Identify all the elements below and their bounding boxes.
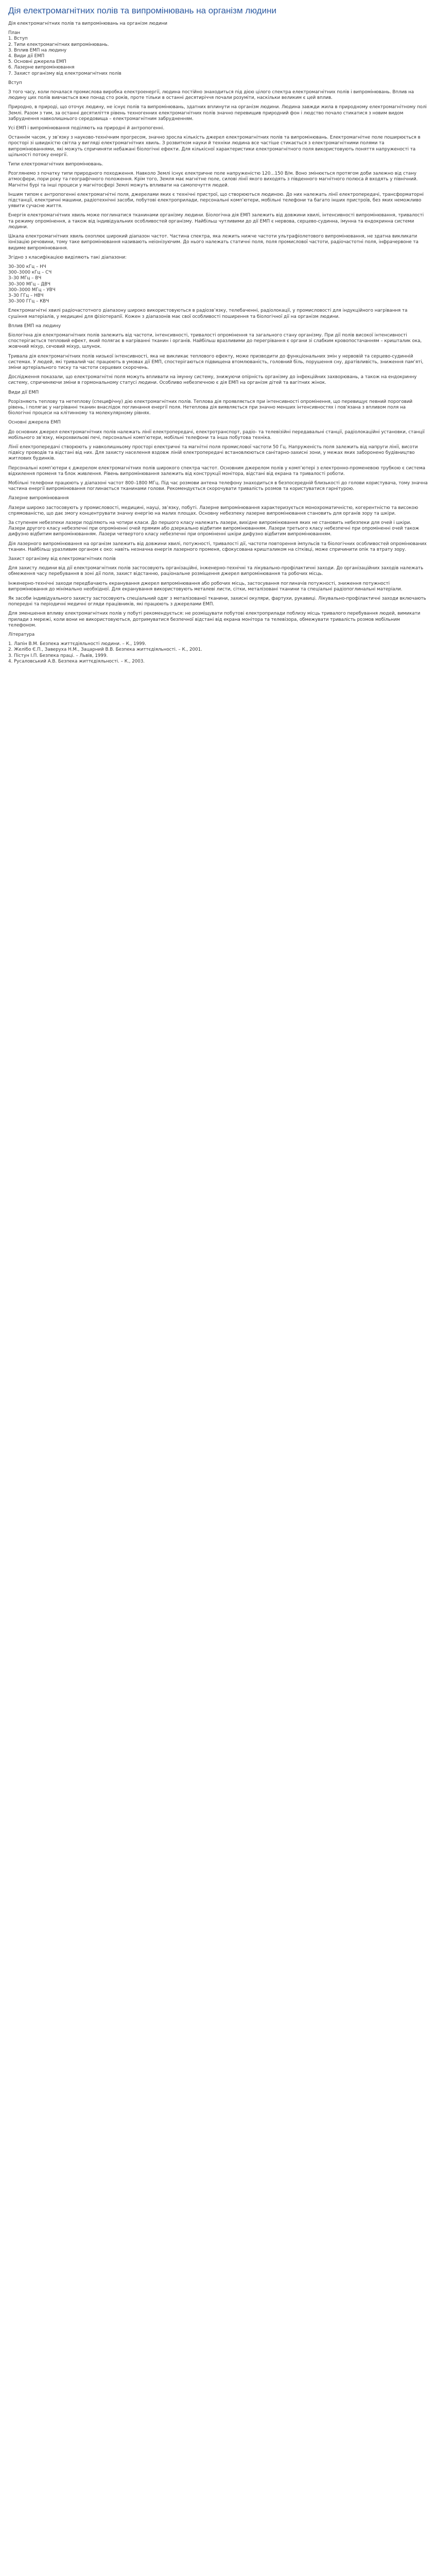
paragraph: Для захисту людини від дії електромагнітних полів застосовують організаційні, інженерно-технічні та лікувально-профілактичні заходи. До організаційних заходів належать обмеження часу перебування в зоні дії поля, захист відстанню, раціональне розміщення джерел випромінювання та робочих місць. xyxy=(8,566,424,577)
paragraph: Дія лазерного випромінювання на організм залежить від довжини хвилі, потужності, тривалості дії, частоти повторення імпульсів та біологічних особливостей опромінюваних тканин. Найбільш уразливим органом є око: навіть незначна енергія лазерного променя, сфокусована кришталиком на сітківці, може спричинити опік та втрату зору. xyxy=(8,541,427,552)
paragraph: Інженерно-технічні заходи передбачають екранування джерел випромінювання або робочих місць, застосування поглиначів потужності, зниження потужності випромінювання до мінімально необхідної. Для екранування використовують металеві листи, сітки, металізовані тканини та спеціальні радіопоглинальні матеріали. xyxy=(8,581,403,592)
paragraph: Тривала дія електромагнітних полів низької інтенсивності, яка не викликає теплового ефекту, може призводити до функціональних змін у нервовій та серцево-судинній системах. У людей, які тривалий час працюють в умовах дії ЕМП, спостерігаються підвищена втомлюваність, головний біль, порушення сну, дратівливість, зниження пам’яті, зміни артеріального тиску та частоти серцевих скорочень. xyxy=(8,353,424,370)
paragraph: Персональні комп’ютери є джерелом електромагнітних полів широкого спектра частот. Основним джерелом полів у комп’ютері з електронно-променевою трубкою є система відхилення променя та блок живлення. Рівень випромінювання залежить від конструкції монітора, відстані від екрана та тривалості роботи. xyxy=(8,465,426,477)
section-heading: Захист організму від електромагнітних полів xyxy=(8,556,116,562)
article xyxy=(0,0,436,673)
paragraph: Лазери широко застосовують у промисловості, медицині, науці, зв’язку, побуті. Лазерне випромінювання характеризується монохроматичністю, когерентністю та високою спрямованістю, що дає змогу концентрувати значну енергію на малих площах. Основну небезпеку лазерне випромінювання становить для органів зору та шкіри. xyxy=(8,505,418,516)
paragraph: Усі ЕМП і випромінювання поділяють на природні й антропогенні. xyxy=(8,126,165,131)
section-heading: Види дії ЕМП xyxy=(8,389,39,395)
paragraph: Розглянемо з початку типи природного походження. Навколо Землі існує електричне поле напруженістю 120...150 В/м. Воно змінюється протягом доби залежно від стану атмосфери, пори року та географічного положення. Крім того, Земля має магнітне поле, силові лінії якого виходять з південного магнітного полюса й входять у північний. Магнітні бурі та інші процеси у магнітосфері Землі можуть впливати на самопочуття людей. xyxy=(8,171,418,188)
paragraph: Електромагнітні хвилі радіочастотного діапазону широко використовуються в радіозв’язку, телебаченні, радіолокації, у промисловості для індукційного нагрівання та сушіння матеріалів, у медицині для фізіотерапії. Кожен з діапазонів має свої особливості поширення та біологічної дії на організм людини. xyxy=(8,308,408,319)
paragraph: Для зменшення впливу електромагнітних полів у побуті рекомендується: не розміщувати побутові електроприлади поблизу місць тривалого перебування людей, вимикати прилади з мережі, коли вони не використовуються, дотримуватися безпечної відстані від екрана монітора та телевізора, обмежувати тривалість розмов мобільним телефоном. xyxy=(8,611,421,628)
paragraph: За ступенем небезпеки лазери поділяють на чотири класи. До першого класу належать лазери, вихідне випромінювання яких не становить небезпеки для очей і шкіри. Лазери другого класу небезпечні при опроміненні очей прямим або дзеркально відбитим випромінюванням. Лазери третього класу небезпечні при опроміненні очей також дифузно відбитим випромінюванням. Лазери четвертого класу небезпечні при опроміненні шкіри дифузно відбитим випромінюванням. xyxy=(8,520,420,537)
paragraph: Дослідження показали, що електромагнітні поля можуть впливати на імунну систему, знижуючи опірність організму до інфекційних захворювань, а також на ендокринну систему, спричиняючи зміни в гормональному статусі людини. Особливо небезпечною є дія ЕМП на організм дітей та вагітних жінок. xyxy=(8,375,417,386)
paragraph: Як засоби індивідуального захисту застосовують спеціальний одяг з металізованої тканини, захисні окуляри, фартухи, рукавиці. Лікувально-профілактичні заходи включають попередні та періодичні медичні огляди працівників, які працюють з джерелами ЕМП. xyxy=(8,596,426,607)
paragraph: Останнім часом, у зв’язку з науково-технічним прогресом, значно зросла кількість джерел електромагнітних полів та випромінювань. Електромагнітне поле поширюється в просторі зі швидкістю світла у вигляді електромагнітних хвиль. З розвитком науки й техніки людина все частіше стикається з електромагнітними полями та випромінюваннями, які можуть спричиняти небажані біологічні ефекти. Для кількісної характеристики електромагнітного поля використовують поняття напруженості та щільності потоку енергії. xyxy=(8,135,421,158)
section-heading: Основні джерела ЕМП xyxy=(8,420,61,426)
paragraph: Іншим типом є антропогенні електромагнітні поля, джерелами яких є технічні пристрої, що створюються людиною. До них належать лінії електропередачі, трансформаторні підстанції, електричні машини, радіотехнічні засоби, побутові електроприлади, персональні комп’ютери, мобільні телефони та багато інших пристроїв, без яких неможливо уявити сучасне життя. xyxy=(8,192,424,209)
paragraph: Лінії електропередачі створюють у навколишньому просторі електричні та магнітні поля промислової частоти 50 Гц. Напруженість поля залежить від напруги лінії, висоти підвісу проводів та відстані від них. Для захисту населення вздовж ліній електропередачі встановлюються санітарно-захисні зони, у межах яких заборонено будівництво житлових будинків. xyxy=(8,444,418,462)
section-heading: Література xyxy=(8,632,35,638)
section-heading: Вступ xyxy=(8,80,22,86)
table-of-contents: План 1. Вступ 2. Типи електромагнітних випромінювань. 3. Вплив ЕМП на людину 4. Види дії ЕМП 5. Основні джерела ЕМП 6. Лазерне випромінювання 7. Захист організму від електромагнітних полів xyxy=(8,30,121,76)
paragraph: Дія електромагнітних полів та випромінювань на організм людини xyxy=(8,21,167,26)
section-heading: Типи електромагнітних випромінювань. xyxy=(8,162,103,167)
section-heading: Лазерне випромінювання xyxy=(8,496,69,501)
paragraph: Шкала електромагнітних хвиль охоплює широкий діапазон частот. Частина спектра, яка лежить нижче частоти ультрафіолетового випромінювання, не здатна викликати іонізацію речовини, тому таке випромінювання називають неіонізуючим. До нього належать статичні поля, поля промислової частоти, радіочастотні поля, інфрачервоне та видиме випромінювання. xyxy=(8,234,418,251)
paragraph: З того часу, коли почалася промислова виробка електроенергії, людина постійно знаходиться під дією цілого спектра електромагнітних полів і випромінювань. Вплив на людину цих полів вивчається вже понад сто років, проте тільки в останні десятиріччя почали розуміти, наскільки великим є цей вплив. xyxy=(8,90,414,101)
article-title: Дія електромагнітних полів та випромінювань на організм людини xyxy=(8,6,276,15)
bibliography: 1. Лапін В.М. Безпека життєдіяльності людини. – К., 1999. 2. Желібо Є.П., Заверуха Н.М., Зацарний В.В. Безпека життєдіяльності. – К., 2001. 3. Пістун І.П. Безпека праці. – Львів, 1999. 4. Русаловський А.В. Безпека життєдіяльності. – К., 2003. xyxy=(8,641,202,664)
paragraph: Мобільні телефони працюють у діапазоні частот 800–1800 МГц. Під час розмови антена телефону знаходиться в безпосередній близькості до голови користувача, тому значна частина енергії випромінювання поглинається тканинами голови. Рекомендується скорочувати тривалість розмов та користуватися гарнітурою. xyxy=(8,481,428,492)
paragraph: Згідно з класифікацією виділяють такі діапазони: xyxy=(8,255,127,260)
section-heading: Вплив ЕМП на людину xyxy=(8,323,61,329)
paragraph: Природно, в природі, що оточує людину, не існує полів та випромінювань, здатних вплинути на організм людини. Людина завжди жила в природному електромагнітному полі Землі. Разом з тим, за останні десятиліття рівень техногенних електромагнітних полів значно перевищив природний фон і людство почало стикатися з новим видом забруднення навколишнього середовища – електромагнітним забрудненням. xyxy=(8,105,427,122)
paragraph: До основних джерел електромагнітних полів належать лінії електропередачі, електротранспорт, радіо- та телевізійні передавальні станції, радіолокаційні установки, станції мобільного зв’язку, мікрохвильові печі, персональні комп’ютери, мобільні телефони та інша побутова техніка. xyxy=(8,429,425,440)
frequency-list: 30–300 кГц – НЧ 300–3000 кГц – СЧ 3–30 МГц – ВЧ 30–300 МГц – ДВЧ 300–3000 МГц – УВЧ 3–30 ГГц – НВЧ 30–300 ГГц – КВЧ xyxy=(8,264,56,304)
paragraph: Біологічна дія електромагнітних полів залежить від частоти, інтенсивності, тривалості опромінення та загального стану організму. При дії полів високої інтенсивності спостерігається тепловий ефект, який полягає в нагріванні тканин і органів. Найбільш вразливими до перегрівання є органи зі слабким кровопостачанням – кришталик ока, жовчний міхур, сечовий міхур, шлунок. xyxy=(8,332,422,350)
article-body xyxy=(8,21,428,665)
paragraph: Розрізняють теплову та нетеплову (специфічну) дію електромагнітних полів. Теплова дія проявляється при інтенсивності опромінення, що перевищує певний пороговий рівень, і полягає у нагріванні тканин внаслідок поглинання енергії поля. Нетеплова дія виявляється при значно менших інтенсивностях і пов’язана з впливом поля на біологічні процеси на клітинному та молекулярному рівнях. xyxy=(8,399,413,416)
paragraph: Енергія електромагнітних хвиль може поглинатися тканинами організму людини. Біологічна дія ЕМП залежить від довжини хвилі, інтенсивності випромінювання, тривалості та режиму опромінення, а також від індивідуальних особливостей організму. Найбільш чутливими до дії ЕМП є нервова, серцево-судинна, імунна та ендокринна системи людини. xyxy=(8,213,424,230)
